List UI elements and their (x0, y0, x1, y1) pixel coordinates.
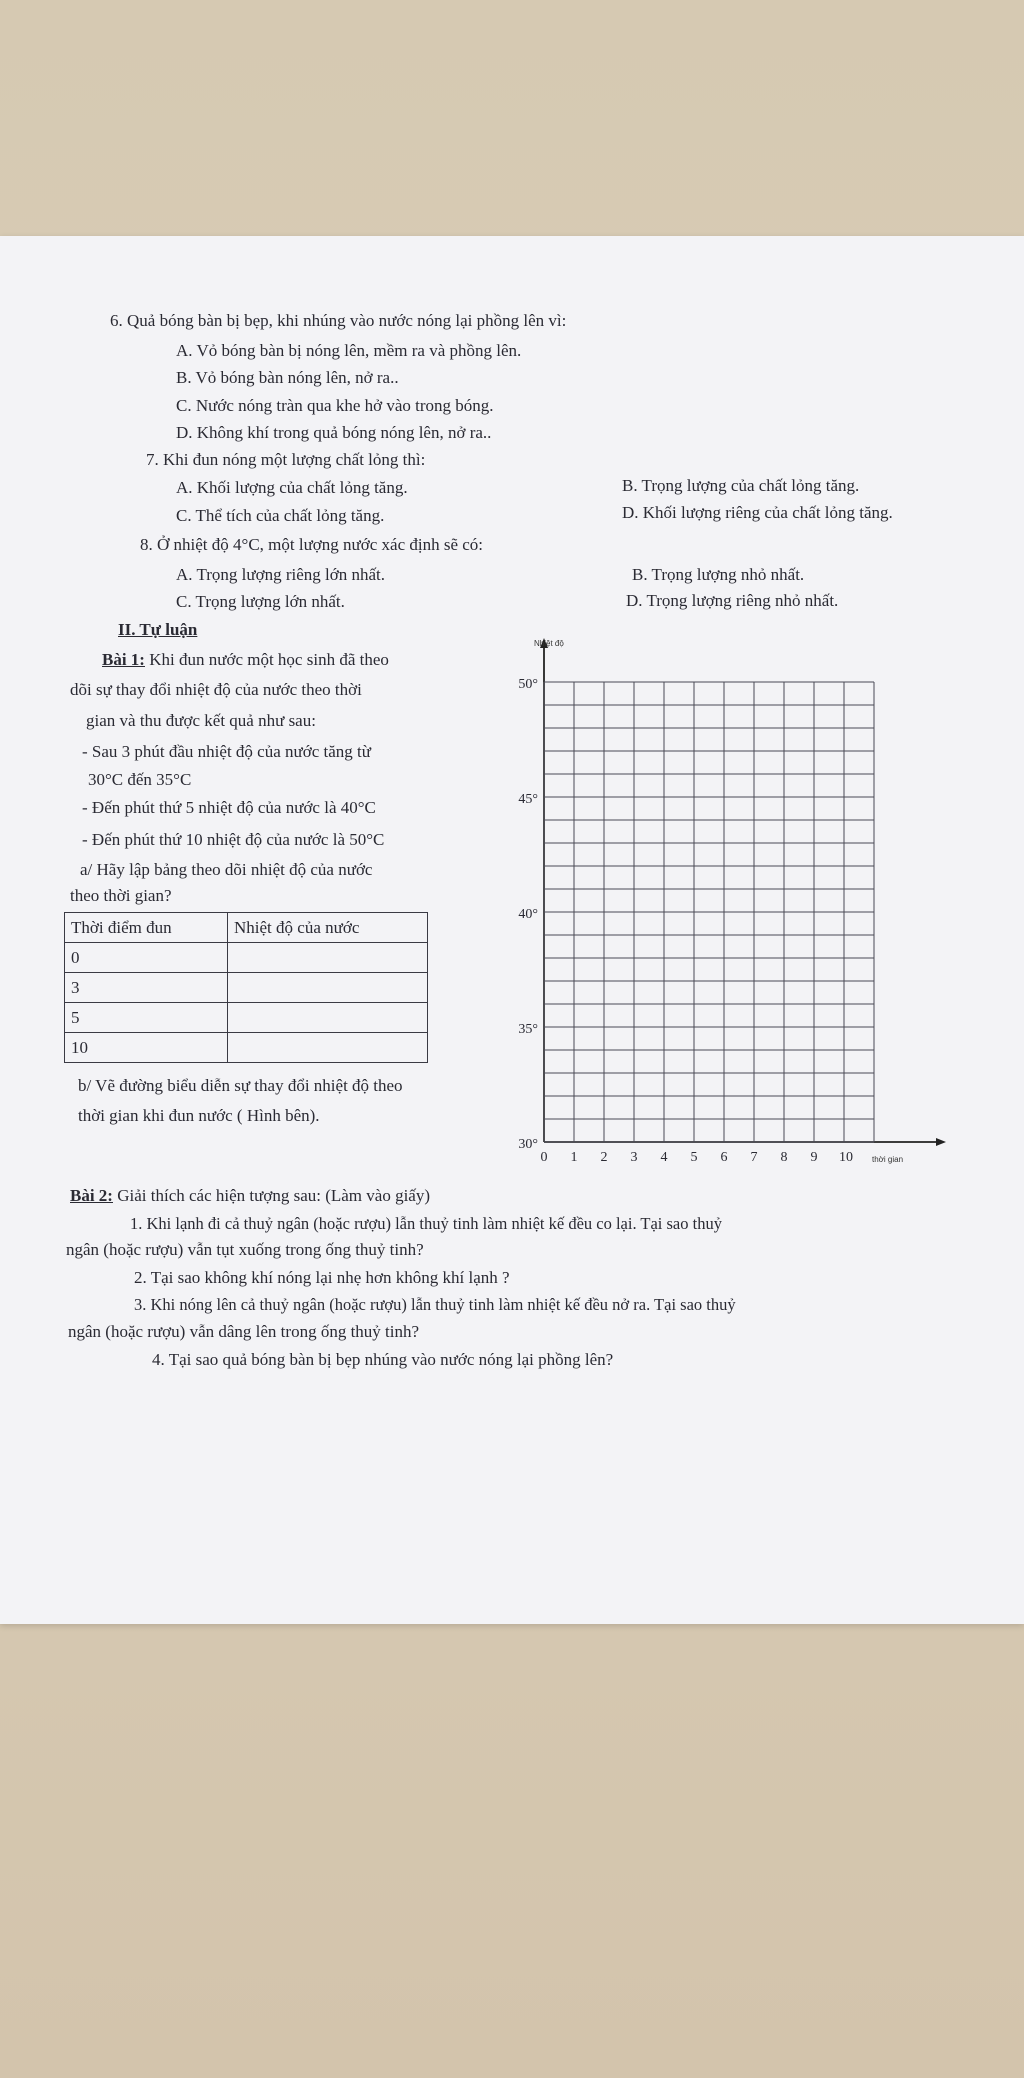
table-row (65, 1003, 428, 1033)
table-cell-empty (228, 1003, 428, 1033)
x-tick-label: 7 (750, 1150, 758, 1165)
bai2-label: Bài 2: (70, 1186, 113, 1205)
bai1-part-b-line-2: thời gian khi đun nước ( Hình bên). (78, 1106, 320, 1125)
y-tick-label: 50° (518, 677, 538, 692)
table-header: Thời điểm đun (65, 913, 228, 943)
bai2-line-4: 3. Khi nóng lên cả thuỷ ngân (hoặc rượu) lẫn thuỷ tinh làm nhiệt kế đều nở ra. Tại sao thuỷ (134, 1295, 736, 1314)
x-tick-label: 5 (690, 1150, 698, 1165)
bai2-heading (70, 1186, 430, 1206)
table-cell: 3 (65, 973, 228, 1003)
x-tick-label: 6 (720, 1150, 728, 1165)
bai2-line-1: 1. Khi lạnh đi cả thuỷ ngân (hoặc rượu) lẫn thuỷ tinh làm nhiệt kế đều co lại. Tại sao thuỷ (130, 1214, 722, 1233)
x-tick-label: 3 (630, 1150, 638, 1165)
x-tick-label: 10 (839, 1150, 853, 1165)
y-tick-label: 45° (518, 792, 538, 807)
temperature-graph (500, 630, 960, 1170)
x-tick-label: 1 (570, 1150, 578, 1165)
x-tick-label: 4 (660, 1150, 668, 1165)
temperature-table (64, 912, 428, 1063)
table-header: Nhiệt độ của nước (228, 913, 428, 943)
bai1-label: Bài 1: (102, 650, 145, 669)
table-row (65, 973, 428, 1003)
bai1-line-8: a/ Hãy lập bảng theo dõi nhiệt độ của nước (80, 860, 373, 879)
bai1-line-4: - Sau 3 phút đầu nhiệt độ của nước tăng từ (82, 742, 371, 761)
q6-option-c: C. Nước nóng tràn qua khe hở vào trong bóng. (176, 396, 494, 415)
bai1-line-3: gian và thu được kết quả như sau: (86, 711, 316, 730)
bai1-line-6: - Đến phút thứ 5 nhiệt độ của nước là 40°C (82, 798, 376, 817)
y-tick-label: 40° (518, 907, 538, 922)
y-axis-title: Nhiệt độ (534, 639, 564, 648)
section-heading: II. Tự luận (118, 620, 198, 639)
bai2-title: Giải thích các hiện tượng sau: (Làm vào giấy) (117, 1186, 430, 1205)
y-tick-label: 30° (518, 1137, 538, 1152)
table-header-row (65, 913, 428, 943)
q8-option-a: A. Trọng lượng riêng lớn nhất. (176, 565, 386, 584)
table-cell: 10 (65, 1033, 228, 1063)
q6-option-a: A. Vỏ bóng bàn bị nóng lên, mềm ra và phồng lên. (176, 341, 522, 360)
q7-question: 7. Khi đun nóng một lượng chất lỏng thì: (146, 450, 426, 469)
bai1-part-b-line-1: b/ Vẽ đường biểu diễn sự thay đổi nhiệt độ theo (78, 1076, 403, 1095)
x-tick-label: 8 (780, 1150, 788, 1165)
bai2-line-3: 2. Tại sao không khí nóng lại nhẹ hơn không khí lạnh ? (134, 1268, 510, 1287)
q6-option-d: D. Không khí trong quả bóng nóng lên, nở ra.. (176, 423, 492, 442)
q8-question: 8. Ở nhiệt độ 4°C, một lượng nước xác định sẽ có: (140, 535, 484, 554)
q8-option-d: D. Trọng lượng riêng nhỏ nhất. (626, 591, 839, 610)
x-axis-arrow (936, 1138, 946, 1146)
bai1-line-7: - Đến phút thứ 10 nhiệt độ của nước là 50°C (82, 830, 385, 849)
bai1-line-2: dõi sự thay đổi nhiệt độ của nước theo thời (70, 680, 362, 699)
x-tick-label: 0 (540, 1150, 548, 1165)
bai1-line-9: theo thời gian? (70, 886, 172, 905)
q6-question: 6. Quả bóng bàn bị bẹp, khi nhúng vào nước nóng lại phồng lên vì: (110, 311, 567, 330)
y-tick-label: 35° (518, 1022, 538, 1037)
table-cell-empty (228, 973, 428, 1003)
table-cell: 5 (65, 1003, 228, 1033)
x-tick-label: 2 (600, 1150, 608, 1165)
x-axis-title: thời gian (872, 1155, 904, 1164)
q6-option-b: B. Vỏ bóng bàn nóng lên, nở ra.. (176, 368, 399, 387)
table-row (65, 1033, 428, 1063)
bai2-line-2: ngân (hoặc rượu) vẫn tụt xuống trong ống thuỷ tinh? (66, 1240, 424, 1259)
x-tick-label: 9 (810, 1150, 818, 1165)
bai1-line-5: 30°C đến 35°C (88, 770, 192, 789)
bai2-line-5: ngân (hoặc rượu) vẫn dâng lên trong ống thuỷ tinh? (68, 1322, 420, 1341)
q7-option-c: C. Thể tích của chất lỏng tăng. (176, 506, 385, 525)
q8-option-c: C. Trọng lượng lớn nhất. (176, 592, 345, 611)
table-row (65, 943, 428, 973)
table-cell: 0 (65, 943, 228, 973)
q8-option-b: B. Trọng lượng nhỏ nhất. (632, 565, 805, 584)
table-cell-empty (228, 943, 428, 973)
q7-option-d: D. Khối lượng riêng của chất lỏng tăng. (622, 503, 893, 522)
q7-option-a: A. Khối lượng của chất lỏng tăng. (176, 478, 408, 497)
q7-option-b: B. Trọng lượng của chất lỏng tăng. (622, 476, 860, 495)
table-cell-empty (228, 1033, 428, 1063)
bai2-line-6: 4. Tại sao quả bóng bàn bị bẹp nhúng vào nước nóng lại phồng lên? (152, 1350, 614, 1369)
bai1-line-1: Bài 1: Khi đun nước một học sinh đã theo (102, 650, 389, 669)
